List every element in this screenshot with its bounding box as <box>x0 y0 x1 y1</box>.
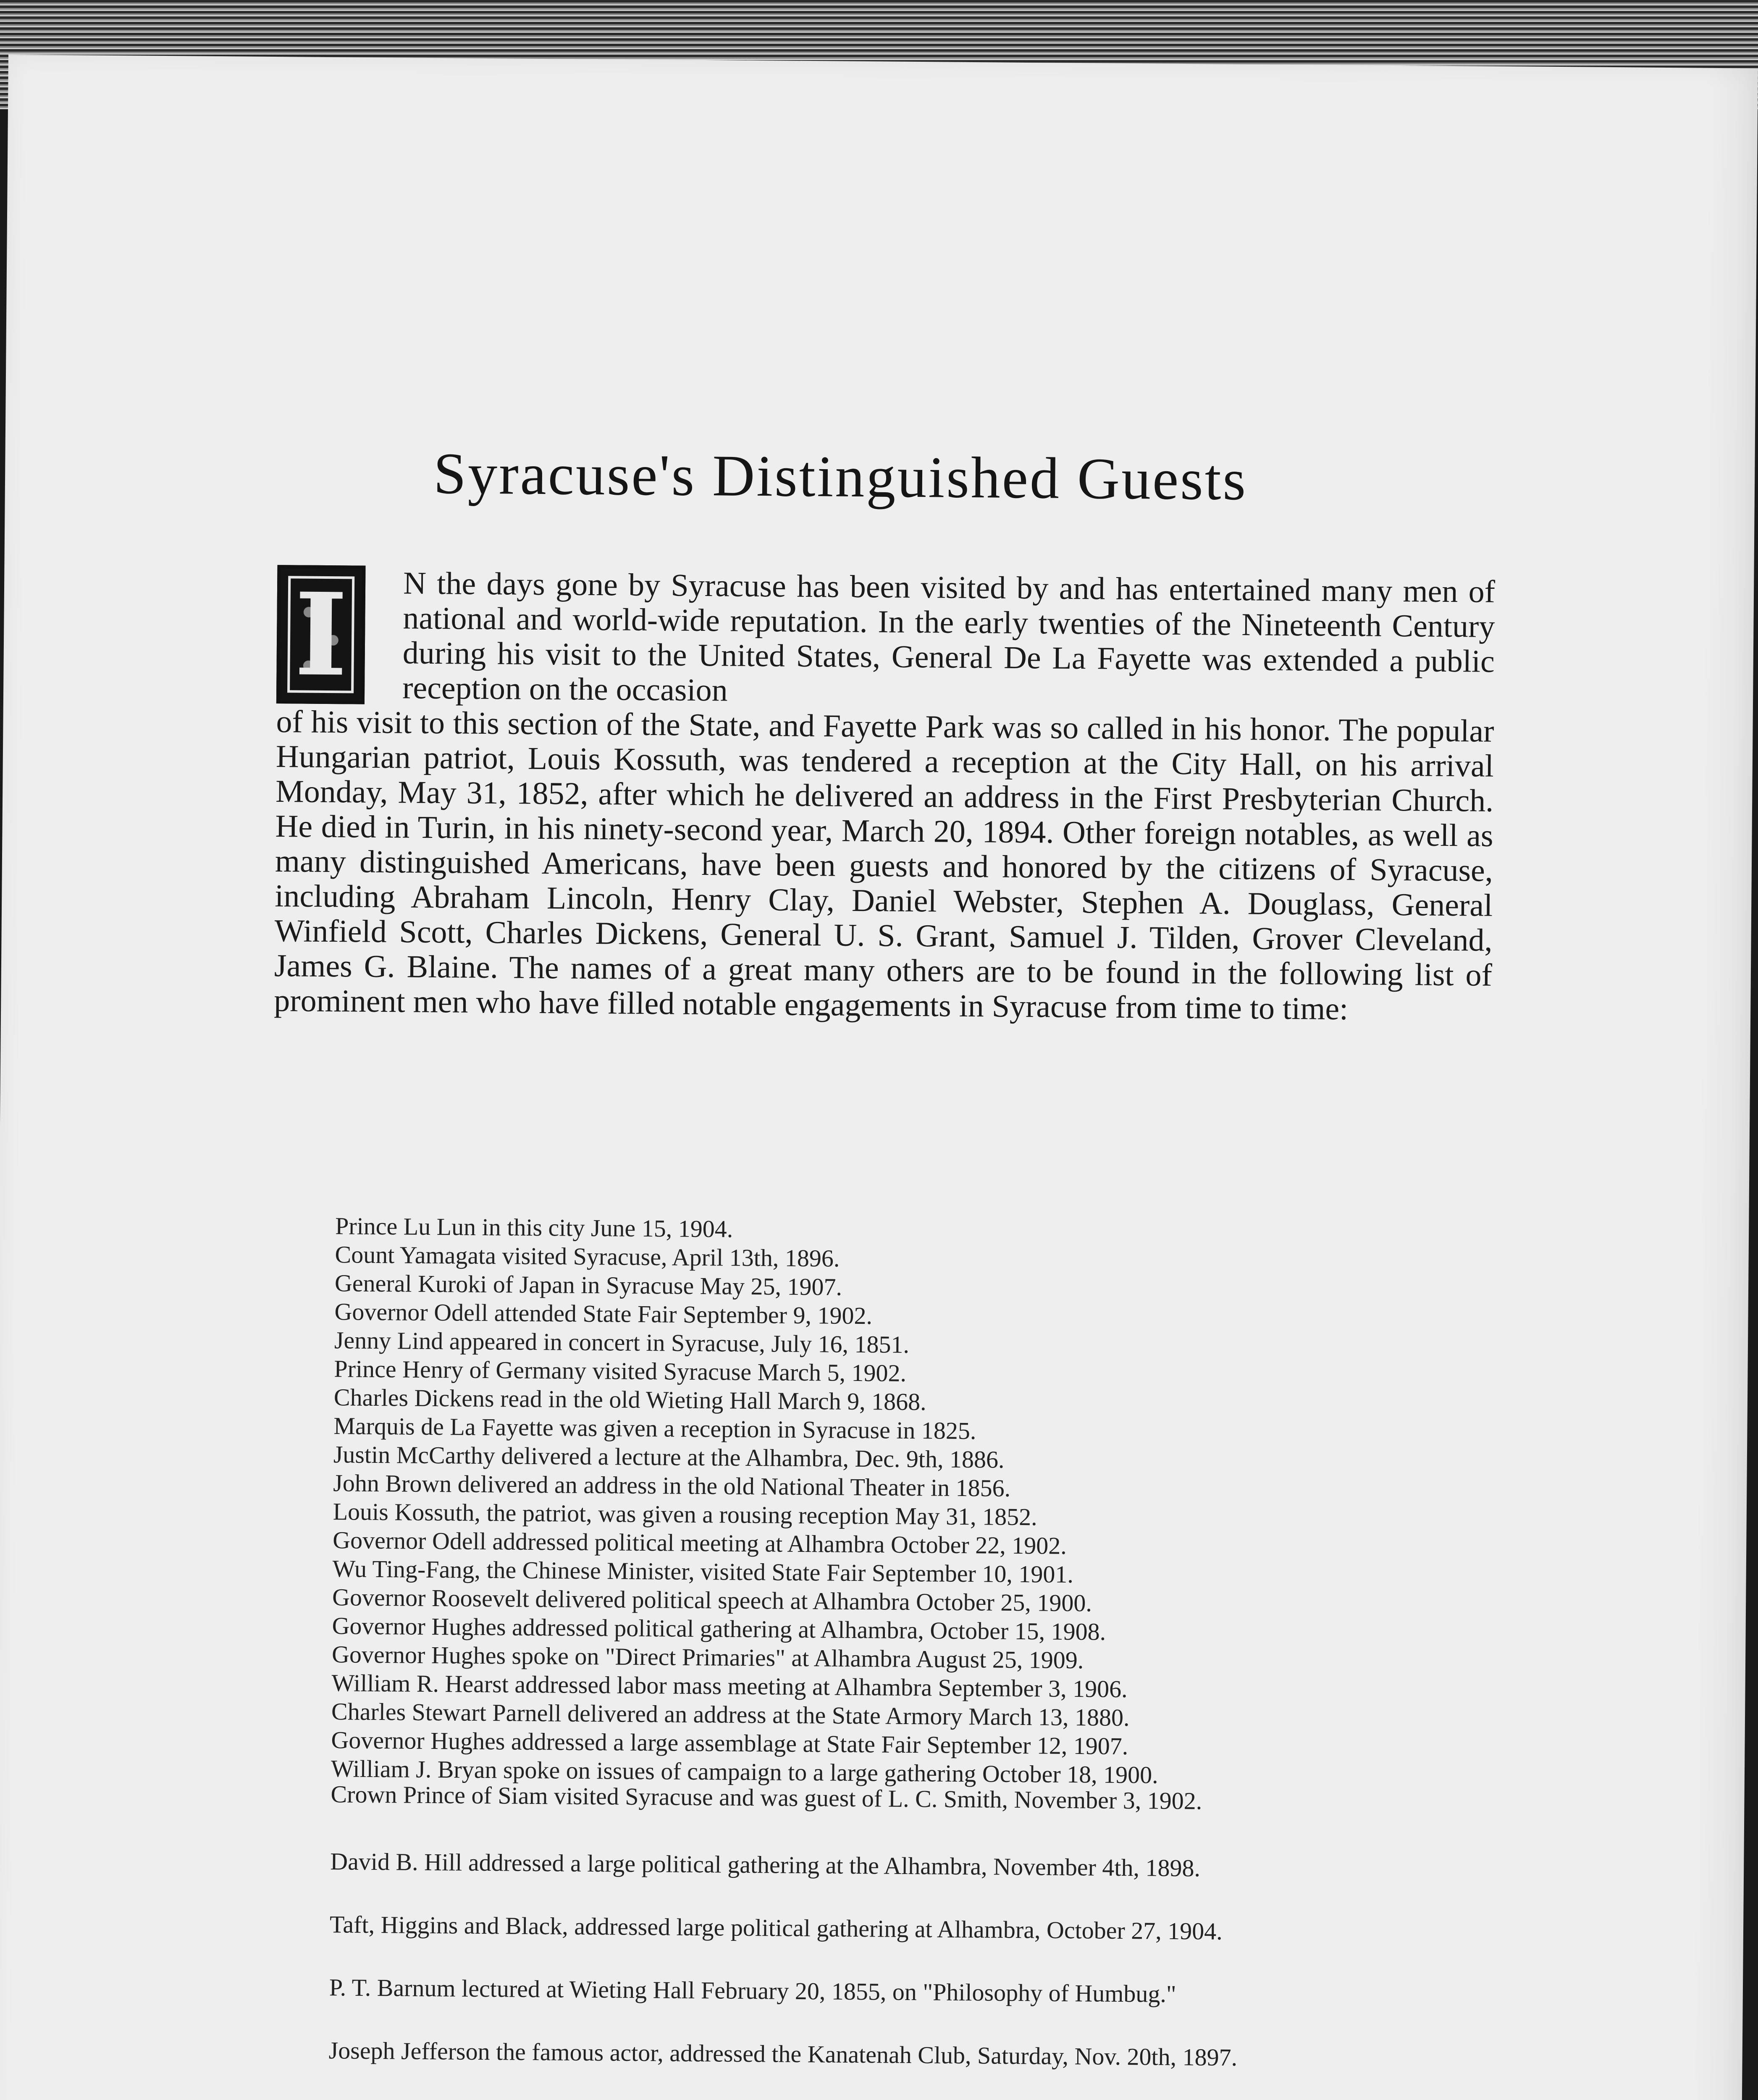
list-item: Marquis de La Fayette was given a reception in Syracuse in 1825. <box>333 1412 976 1445</box>
list-item: John Brown delivered an address in the old National Theater in 1856. <box>333 1469 1011 1502</box>
intro-paragraph <box>274 565 1495 1028</box>
list-item: Jenny Lind appeared in concert in Syracuse, July 16, 1851. <box>334 1326 910 1358</box>
intro-first-lines: N the days gone by Syracuse has been visited by and has entertained many men of national and world-wide reputation. In the early twenties of the Nineteenth Century during his visit to the United States, General De La Fayette was extended a public reception on the occasion <box>402 565 1496 708</box>
list-item: Governor Hughes spoke on "Direct Primaries" at Alhambra August 25, 1909. <box>331 1641 1084 1674</box>
wrapped-list-item: David B. Hill addressed a large political gathering at the Alhambra, November 4th, 1898. <box>330 1848 1201 1882</box>
wrapped-list-item: Joseph Jefferson the famous actor, addressed the Kanatenah Club, Saturday, Nov. 20th, 1897. <box>328 2037 1238 2071</box>
list-item: Prince Henry of Germany visited Syracuse March 5, 1902. <box>334 1355 907 1387</box>
list-item: Charles Dickens read in the old Wieting Hall March 9, 1868. <box>333 1383 926 1416</box>
list-item: Justin McCarthy delivered a lecture at the Alhambra, Dec. 9th, 1886. <box>333 1441 1005 1473</box>
list-item: Wu Ting-Fang, the Chinese Minister, visited State Fair September 10, 1901. <box>332 1555 1074 1588</box>
dropcap-ornament-frame <box>287 567 354 702</box>
list-item: Governor Hughes addressed political gathering at Alhambra, October 15, 1908. <box>332 1612 1106 1646</box>
list-item: Count Yamagata visited Syracuse, April 13th, 1896. <box>335 1241 840 1272</box>
wrapped-list-item: Taft, Higgins and Black, addressed large political gathering at Alhambra, October 27, 1904. <box>329 1911 1223 1945</box>
intro-rest: of his visit to this section of the State, and Fayette Park was so called in his honor. The popular Hungarian patriot, Louis Kossuth, was tendered a reception at the City Hall, on his arrival Monday, May 31, 1852, after which he delivered an address in the First Presbyterian Church. He died in Turin, in his ninety-second year, March 20, 1894. Other foreign notables, as well as many distinguished Americans, have been guests and honored by the citizens of Syracuse, including Abraham Lincoln, Henry Clay, Daniel Webster, Stephen A. Douglass, General Winfield Scott, Charles Dickens, General U. S. Grant, Samuel J. Tilden, Grover Cleveland, James G. Blaine. The names of a great many others are to be found in the following list of prominent men who have filled notable engagements in Syracuse from time to time: <box>274 704 1494 1027</box>
list-item: Louis Kossuth, the patriot, was given a rousing reception May 31, 1852. <box>333 1498 1037 1531</box>
wrapped-list-item: P. T. Barnum lectured at Wieting Hall February 20, 1855, on "Philosophy of Humbug." <box>329 1974 1176 2008</box>
list-item: Governor Hughes addressed a large assemblage at State Fair September 12, 1907. <box>331 1726 1128 1760</box>
list-item: Governor Odell addressed political meeting at Alhambra October 22, 1902. <box>332 1526 1067 1559</box>
ornamental-dropcap <box>276 565 366 704</box>
page-title: Syracuse's Distinguished Guests <box>433 441 1248 513</box>
scanned-page <box>0 55 1758 2100</box>
list-item: Prince Lu Lun in this city June 15, 1904. <box>335 1212 733 1243</box>
list-item: General Kuroki of Japan in Syracuse May 25, 1907. <box>334 1269 842 1301</box>
wrapped-list-item <box>265 2098 1462 2100</box>
list-item: William R. Hearst addressed labor mass meeting at Alhambra September 3, 1906. <box>331 1669 1128 1703</box>
list-item: Charles Stewart Parnell delivered an address at the State Armory March 13, 1880. <box>331 1698 1130 1732</box>
wrapped-list-item: Crown Prince of Siam visited Syracuse and was guest of L. C. Smith, November 3, 1902. <box>331 1780 1202 1815</box>
list-item: Governor Roosevelt delivered political speech at Alhambra October 25, 1900. <box>332 1583 1092 1617</box>
dropcap-letter: I <box>294 567 348 702</box>
list-item: Governor Odell attended State Fair September 9, 1902. <box>334 1298 873 1330</box>
list-item: William J. Bryan spoke on issues of campaign to a large gathering October 18, 1900. <box>331 1755 1158 1789</box>
